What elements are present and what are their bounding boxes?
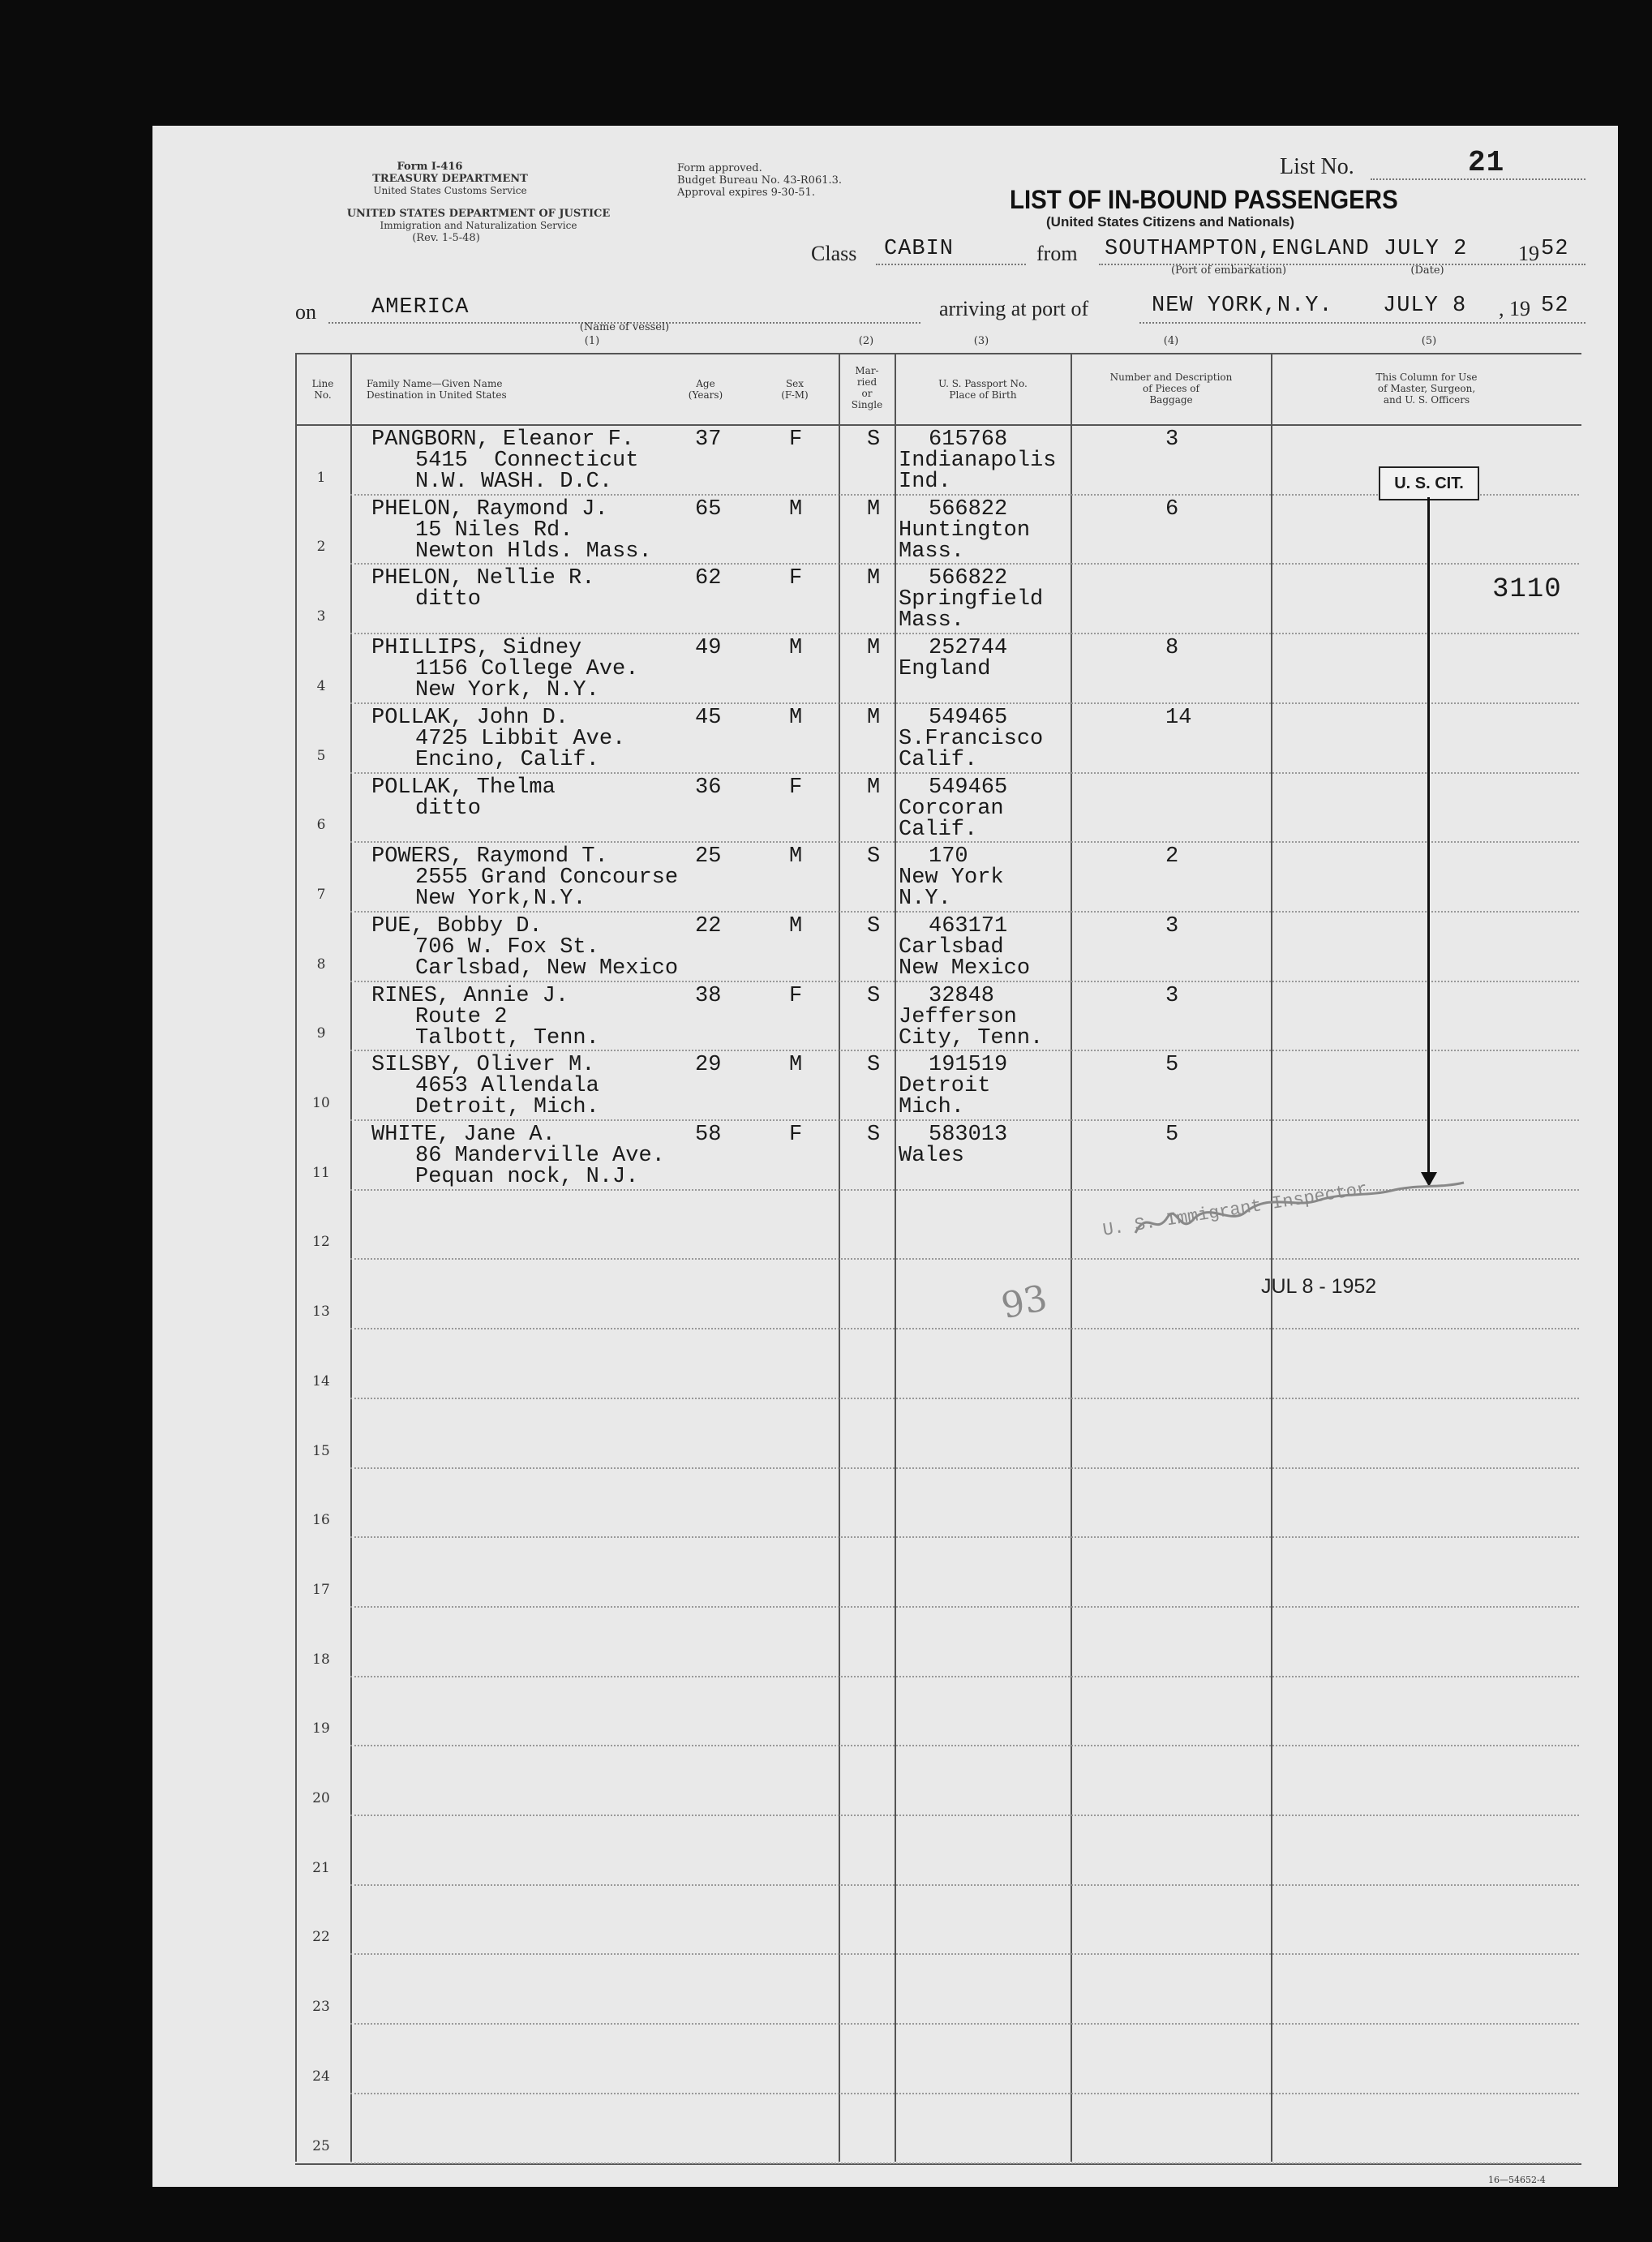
- col-divider: [1071, 353, 1072, 2162]
- row-divider: [350, 1328, 1579, 1329]
- passenger-age: 25: [695, 844, 722, 869]
- row-divider: [350, 772, 1579, 774]
- passenger-address-1: 86 Manderville Ave.: [415, 1144, 665, 1168]
- side-number: 3110: [1492, 574, 1562, 605]
- place-of-birth-2: Ind.: [899, 470, 951, 494]
- line-number: 4: [316, 678, 326, 694]
- line-number: 5: [316, 748, 326, 764]
- col-divider: [350, 353, 352, 2162]
- passenger-address-1: 5415 Connecticut: [415, 449, 639, 473]
- header-passport: U. S. Passport No. Place of Birth: [938, 378, 1028, 401]
- from-year: 52: [1541, 237, 1569, 261]
- line-number: 1: [316, 470, 326, 486]
- baggage-count: 8: [1165, 636, 1179, 660]
- passenger-name: PHELON, Nellie R.: [371, 566, 595, 591]
- row-divider: [350, 1398, 1579, 1399]
- passenger-marital: M: [867, 775, 881, 800]
- baggage-count: 6: [1165, 497, 1179, 522]
- line-number: 8: [316, 956, 326, 973]
- passenger-name: PHELON, Raymond J.: [371, 497, 608, 522]
- row-divider: [350, 1606, 1579, 1608]
- passenger-address-1: 4653 Allendala: [415, 1074, 599, 1098]
- line-number: 24: [312, 2068, 330, 2085]
- form-number: Form I-416: [397, 161, 463, 173]
- header-officers: This Column for Use of Master, Surgeon, and U. S. Officers: [1375, 372, 1478, 406]
- header-married: Mar- ried or Single: [851, 365, 883, 410]
- ins-service: Immigration and Naturalization Service: [380, 220, 577, 231]
- passenger-name: RINES, Annie J.: [371, 984, 569, 1008]
- col-num-2: (2): [858, 335, 874, 347]
- passenger-address-2: Detroit, Mich.: [415, 1095, 599, 1119]
- place-of-birth-2: Mass.: [899, 539, 965, 564]
- passenger-sex: M: [789, 706, 803, 730]
- on-label: on: [295, 300, 316, 324]
- vessel-caption: (Name of vessel): [579, 321, 670, 333]
- col-num-4: (4): [1163, 335, 1179, 347]
- row-divider: [350, 1953, 1579, 1955]
- line-number: 21: [312, 1860, 330, 1876]
- baggage-count: 3: [1165, 984, 1179, 1008]
- passport-number: 566822: [929, 497, 1008, 522]
- date-caption: (Date): [1410, 264, 1444, 277]
- place-of-birth-1: New York: [899, 865, 1004, 890]
- passenger-address-2: New York,N.Y.: [415, 887, 586, 911]
- place-of-birth-2: City, Tenn.: [899, 1026, 1044, 1050]
- row-divider: [350, 911, 1579, 913]
- passenger-age: 37: [695, 427, 722, 452]
- passenger-address-2: Carlsbad, New Mexico: [415, 956, 679, 981]
- place-of-birth-1: Detroit: [899, 1074, 991, 1098]
- row-divider: [350, 2163, 1579, 2164]
- passenger-address-1: ditto: [415, 587, 482, 612]
- line-number: 6: [316, 817, 326, 833]
- inspector-stamp: U. S. Immigrant Inspector: [1101, 1179, 1369, 1241]
- passenger-name: PANGBORN, Eleanor F.: [371, 427, 635, 452]
- us-cit-bracket-line: [1427, 497, 1430, 1183]
- passenger-age: 36: [695, 775, 722, 800]
- row-divider: [350, 1258, 1579, 1260]
- line-number: 18: [312, 1651, 330, 1668]
- passenger-address-2: Talbott, Tenn.: [415, 1026, 599, 1050]
- row-divider: [350, 981, 1579, 982]
- header-baggage: Number and Description of Pieces of Baggage: [1109, 372, 1233, 406]
- passport-number: 566822: [929, 566, 1008, 591]
- us-citizen-stamp: U. S. CIT.: [1379, 466, 1479, 500]
- passport-number: 252744: [929, 636, 1008, 660]
- passenger-marital: S: [867, 427, 881, 452]
- baggage-count: 3: [1165, 914, 1179, 938]
- place-of-birth-1: Wales: [899, 1144, 965, 1168]
- passenger-marital: M: [867, 636, 881, 660]
- line-number: 11: [312, 1165, 330, 1181]
- arriving-label: arriving at port of: [939, 297, 1089, 320]
- place-of-birth-1: Huntington: [899, 518, 1031, 543]
- passenger-age: 49: [695, 636, 722, 660]
- list-no-value: 21: [1468, 146, 1505, 179]
- document-subtitle: (United States Citizens and Nationals): [1046, 214, 1295, 230]
- passenger-age: 45: [695, 706, 722, 730]
- baggage-count: 5: [1165, 1053, 1179, 1077]
- line-number: 20: [312, 1790, 330, 1806]
- row-divider: [350, 1884, 1579, 1886]
- line-number: 2: [316, 539, 326, 555]
- arrival-underline: [1139, 322, 1585, 324]
- passenger-sex: M: [789, 636, 803, 660]
- class-underline: [876, 264, 1026, 265]
- passenger-marital: S: [867, 984, 881, 1008]
- from-year-prefix: 19: [1518, 242, 1539, 265]
- passport-number: 549465: [929, 706, 1008, 730]
- place-of-birth-2: N.Y.: [899, 887, 951, 911]
- passenger-marital: S: [867, 1053, 881, 1077]
- passport-number: 170: [929, 844, 968, 869]
- header-divider: [295, 424, 1581, 426]
- arrival-port: NEW YORK,N.Y.: [1152, 294, 1333, 318]
- line-number: 7: [316, 887, 326, 903]
- passport-number: 191519: [929, 1053, 1008, 1077]
- place-of-birth-2: Mass.: [899, 608, 965, 633]
- port-embark-caption: (Port of embarkation): [1170, 264, 1287, 277]
- passenger-age: 58: [695, 1123, 722, 1147]
- passenger-address-1: ditto: [415, 797, 482, 821]
- col-num-1: (1): [584, 335, 600, 347]
- row-divider: [350, 1676, 1579, 1677]
- place-of-birth-1: Springfield: [899, 587, 1044, 612]
- baggage-count: 14: [1165, 706, 1192, 730]
- passenger-sex: F: [789, 775, 803, 800]
- passenger-marital: S: [867, 1123, 881, 1147]
- arrival-date: JULY 8: [1383, 294, 1467, 318]
- passenger-marital: M: [867, 497, 881, 522]
- document-title: LIST OF IN-BOUND PASSENGERS: [1010, 185, 1398, 214]
- passenger-name: SILSBY, Oliver M.: [371, 1053, 595, 1077]
- baggage-count: 3: [1165, 427, 1179, 452]
- col-num-3: (3): [973, 335, 989, 347]
- header-line-no: Line No.: [311, 378, 334, 401]
- passenger-marital: S: [867, 844, 881, 869]
- line-number: 16: [312, 1512, 330, 1528]
- approval-line-2: Budget Bureau No. 43-R061.3.: [677, 174, 843, 187]
- passenger-marital: M: [867, 566, 881, 591]
- passenger-age: 22: [695, 914, 722, 938]
- passport-number: 32848: [929, 984, 995, 1008]
- passenger-name: POLLAK, Thelma: [371, 775, 556, 800]
- passenger-address-1: Route 2: [415, 1005, 508, 1029]
- passenger-sex: F: [789, 984, 803, 1008]
- passenger-age: 38: [695, 984, 722, 1008]
- place-of-birth-2: Mich.: [899, 1095, 965, 1119]
- line-number: 13: [312, 1304, 330, 1320]
- stamp-date: JUL 8 - 1952: [1261, 1275, 1377, 1298]
- passenger-name: PHILLIPS, Sidney: [371, 636, 582, 660]
- class-value: CABIN: [884, 237, 955, 261]
- treasury-dept: TREASURY DEPARTMENT: [372, 173, 528, 185]
- line-number: 19: [312, 1720, 330, 1737]
- passenger-name: PUE, Bobby D.: [371, 914, 543, 938]
- passenger-address-2: N.W. WASH. D.C.: [415, 470, 613, 494]
- passport-number: 549465: [929, 775, 1008, 800]
- list-no-underline: [1371, 178, 1585, 180]
- col-num-5: (5): [1421, 335, 1437, 347]
- passenger-marital: M: [867, 706, 881, 730]
- passport-number: 463171: [929, 914, 1008, 938]
- passenger-address-2: Pequan nock, N.J.: [415, 1165, 639, 1189]
- place-of-birth-2: Calif.: [899, 818, 978, 842]
- line-number: 9: [316, 1025, 326, 1042]
- header-name: Family Name—Given Name Destination in United States: [367, 378, 507, 401]
- footer-code: 16—54652-4: [1488, 2175, 1546, 2185]
- line-number: 15: [312, 1443, 330, 1459]
- approval-line-3: Approval expires 9-30-51.: [677, 187, 815, 199]
- col-divider: [839, 353, 840, 2162]
- passenger-name: WHITE, Jane A.: [371, 1123, 556, 1147]
- row-divider: [350, 1536, 1579, 1538]
- passenger-sex: M: [789, 844, 803, 869]
- vessel-name: AMERICA: [371, 295, 470, 320]
- approval-line-1: Form approved.: [677, 162, 762, 174]
- line-number: 10: [312, 1095, 330, 1111]
- line-number: 3: [316, 608, 326, 625]
- passenger-sex: M: [789, 1053, 803, 1077]
- pencil-note: 93: [998, 1277, 1051, 1328]
- from-label: from: [1036, 242, 1078, 265]
- passenger-sex: F: [789, 1123, 803, 1147]
- baggage-count: 5: [1165, 1123, 1179, 1147]
- class-label: Class: [811, 242, 857, 265]
- passport-number: 583013: [929, 1123, 1008, 1147]
- justice-dept: UNITED STATES DEPARTMENT OF JUSTICE: [346, 208, 611, 220]
- passenger-address-1: 1156 College Ave.: [415, 657, 639, 681]
- arrival-year-prefix: , 19: [1499, 297, 1530, 320]
- arrival-year: 52: [1541, 294, 1569, 318]
- passenger-address-2: Encino, Calif.: [415, 748, 599, 772]
- form-revision: (Rev. 1-5-48): [412, 232, 480, 244]
- place-of-birth-1: England: [899, 657, 991, 681]
- line-number: 14: [312, 1373, 330, 1389]
- header-sex: Sex (F-M): [781, 378, 809, 401]
- passenger-sex: F: [789, 566, 803, 591]
- header-age: Age (Years): [688, 378, 723, 401]
- list-no-label: List No.: [1280, 154, 1354, 179]
- place-of-birth-2: Calif.: [899, 748, 978, 772]
- passenger-address-1: 706 W. Fox St.: [415, 935, 599, 960]
- inspector-signature: [1131, 1176, 1472, 1249]
- customs-service: United States Customs Service: [373, 185, 527, 196]
- place-of-birth-1: S.Francisco: [899, 727, 1044, 751]
- row-divider: [350, 2093, 1579, 2094]
- line-number: 22: [312, 1929, 330, 1945]
- passenger-name: POLLAK, John D.: [371, 706, 569, 730]
- col-divider: [1271, 353, 1272, 2162]
- passenger-address-2: Newton Hlds. Mass.: [415, 539, 652, 564]
- passenger-sex: M: [789, 497, 803, 522]
- passenger-address-2: New York, N.Y.: [415, 678, 599, 702]
- passenger-address-1: 4725 Libbit Ave.: [415, 727, 626, 751]
- line-number: 25: [312, 2138, 330, 2154]
- passport-number: 615768: [929, 427, 1008, 452]
- place-of-birth-2: New Mexico: [899, 956, 1031, 981]
- place-of-birth-1: Corcoran: [899, 797, 1004, 821]
- row-divider: [350, 1119, 1579, 1121]
- row-divider: [350, 2023, 1579, 2025]
- place-of-birth-1: Jefferson: [899, 1005, 1017, 1029]
- row-divider: [350, 1815, 1579, 1816]
- line-number: 12: [312, 1234, 330, 1250]
- place-of-birth-1: Carlsbad: [899, 935, 1004, 960]
- baggage-count: 2: [1165, 844, 1179, 869]
- line-number: 17: [312, 1582, 330, 1598]
- passenger-sex: F: [789, 427, 803, 452]
- passenger-address-1: 2555 Grand Concourse: [415, 865, 679, 890]
- passenger-name: POWERS, Raymond T.: [371, 844, 608, 869]
- passenger-marital: S: [867, 914, 881, 938]
- passenger-age: 62: [695, 566, 722, 591]
- from-value: SOUTHAMPTON,ENGLAND JULY 2: [1105, 237, 1468, 261]
- passenger-age: 65: [695, 497, 722, 522]
- row-divider: [350, 702, 1579, 704]
- line-number: 23: [312, 1999, 330, 2015]
- row-divider: [350, 1467, 1579, 1469]
- passenger-address-1: 15 Niles Rd.: [415, 518, 573, 543]
- col-divider: [895, 353, 896, 2162]
- row-divider: [350, 1745, 1579, 1746]
- passenger-age: 29: [695, 1053, 722, 1077]
- passenger-sex: M: [789, 914, 803, 938]
- row-divider: [350, 633, 1579, 634]
- place-of-birth-1: Indianapolis: [899, 449, 1057, 473]
